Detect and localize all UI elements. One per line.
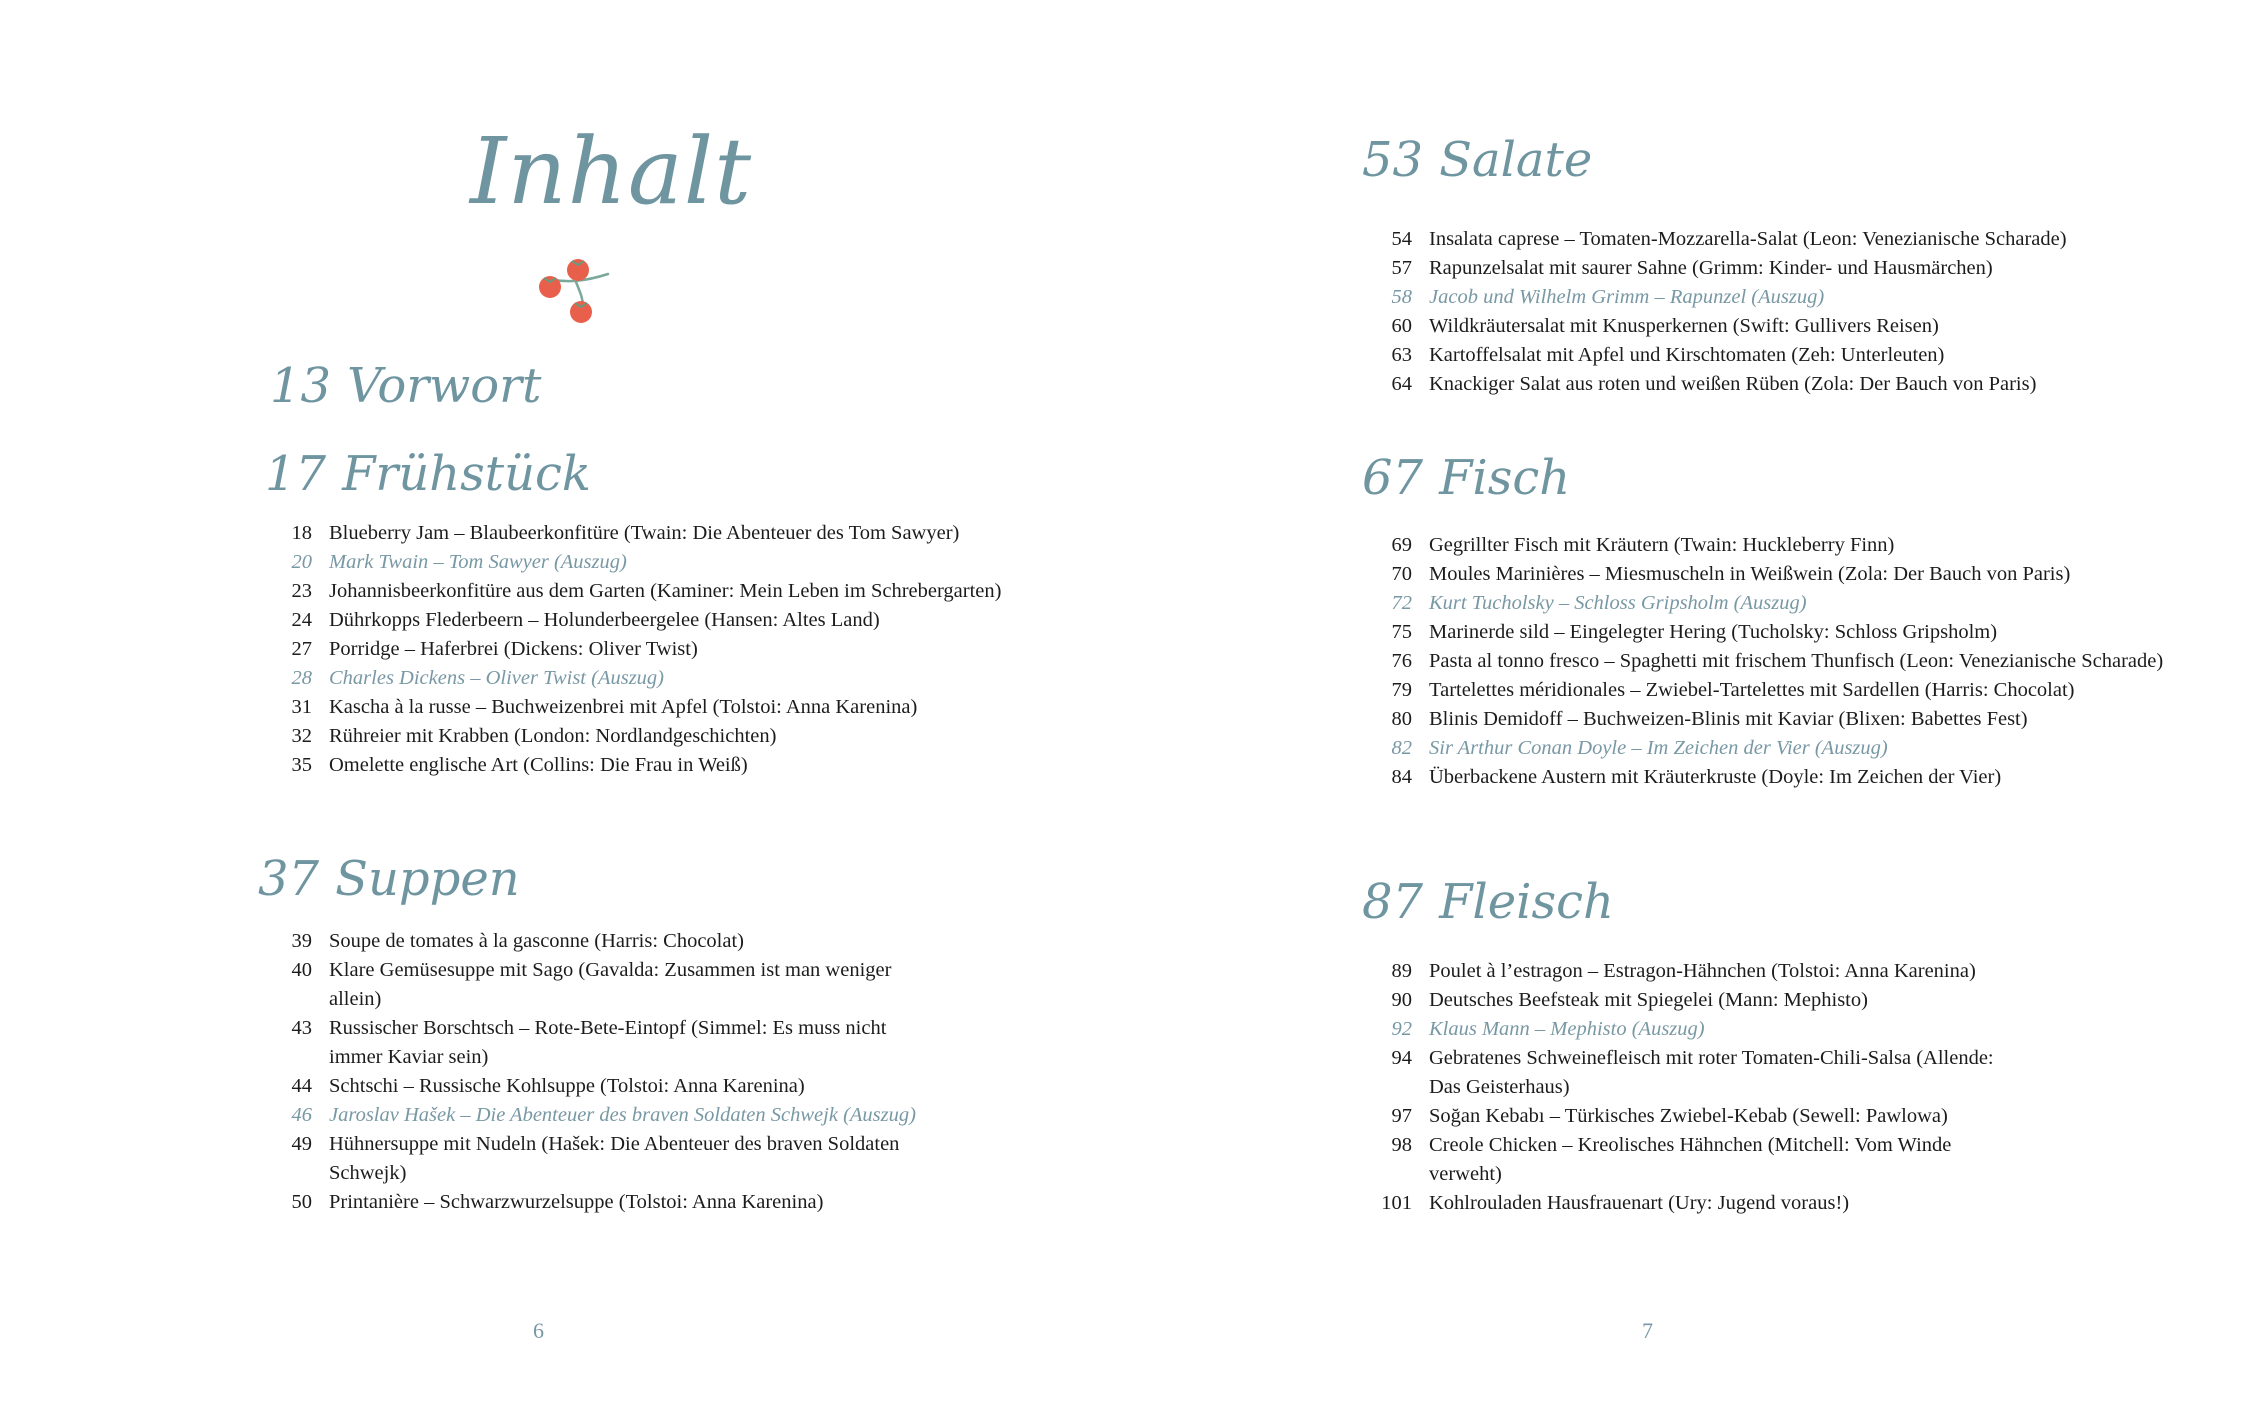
toc-recipe-entry: [1370, 225, 2210, 254]
page-title: Inhalt: [470, 118, 753, 225]
toc-page-number: 32: [291, 725, 312, 747]
toc-page-number: 20: [291, 551, 312, 573]
toc-entry-text: Porridge – Haferbrei (Dickens: Oliver Twist): [329, 638, 698, 660]
section-title: Suppen: [335, 851, 520, 907]
toc-recipe-entry: [1370, 1189, 2010, 1218]
toc-excerpt-entry: [1370, 283, 2210, 312]
toc-page-number: 27: [291, 638, 312, 660]
toc-recipe-entry: [270, 606, 1030, 635]
toc-entry-text: Tartelettes méridionales – Zwiebel-Tartelettes mit Sardellen (Harris: Chocolat): [1429, 679, 2075, 701]
toc-page-number: 35: [291, 754, 312, 776]
toc-excerpt-entry: [1370, 589, 2210, 618]
toc-entry-text: Klare Gemüsesuppe mit Sago (Gavalda: Zusammen ist man weniger allein): [329, 959, 892, 1010]
toc-recipe-entry: [1370, 1131, 2010, 1189]
toc-page-number: 50: [291, 1191, 312, 1213]
toc-page-number: 46: [291, 1104, 312, 1126]
toc-page-number: 64: [1391, 373, 1412, 395]
toc-entry-text: Charles Dickens – Oliver Twist (Auszug): [329, 667, 664, 689]
toc-page-number: 98: [1391, 1134, 1412, 1156]
section-number: 67: [1362, 450, 1424, 506]
toc-page-number: 39: [291, 930, 312, 952]
toc-entry-text: Überbackene Austern mit Kräuterkruste (Doyle: Im Zeichen der Vier): [1429, 766, 2002, 788]
toc-page-number: 43: [291, 1017, 312, 1039]
toc-recipe-entry: [1370, 1044, 2010, 1102]
toc-page-number: 76: [1391, 650, 1412, 672]
toc-recipe-entry: [1370, 705, 2210, 734]
toc-page-number: 18: [291, 522, 312, 544]
section-title: Fleisch: [1439, 874, 1614, 930]
section-heading-fisch: [1362, 450, 1570, 506]
section-number: 53: [1362, 132, 1424, 188]
toc-page-number: 69: [1391, 534, 1412, 556]
toc-recipe-entry: [1370, 618, 2210, 647]
toc-entry-text: Deutsches Beefsteak mit Spiegelei (Mann: Mephisto): [1429, 989, 1868, 1011]
toc-recipe-entry: [1370, 676, 2210, 705]
toc-page-number: 31: [291, 696, 312, 718]
section-heading-fleisch: [1362, 874, 1614, 930]
toc-recipe-entry: [270, 519, 1030, 548]
toc-page-number: 72: [1391, 592, 1412, 614]
toc-recipe-entry: [270, 635, 1030, 664]
section-number: 13: [270, 358, 332, 414]
toc-entry-text: Gebratenes Schweinefleisch mit roter Tomaten-Chili-Salsa (Allende: Das Geisterhaus): [1429, 1047, 1994, 1098]
section-heading-suppen: [258, 851, 520, 907]
toc-entry-text: Blinis Demidoff – Buchweizen-Blinis mit Kaviar (Blixen: Babettes Fest): [1429, 708, 2028, 730]
toc-entry-text: Russischer Borschtsch – Rote-Bete-Eintopf (Simmel: Es muss nicht immer Kaviar sein): [329, 1017, 887, 1068]
toc-list-suppen: [270, 927, 920, 1217]
section-heading-vorwort: [270, 358, 541, 414]
toc-recipe-entry: [1370, 986, 2010, 1015]
toc-entry-text: Marinerde sild – Eingelegter Hering (Tucholsky: Schloss Gripsholm): [1429, 621, 1998, 643]
toc-entry-text: Klaus Mann – Mephisto (Auszug): [1429, 1018, 1705, 1040]
toc-entry-text: Sir Arthur Conan Doyle – Im Zeichen der Vier (Auszug): [1429, 737, 1888, 759]
toc-entry-text: Soğan Kebabı – Türkisches Zwiebel-Kebab (Sewell: Pawlowa): [1429, 1105, 1948, 1127]
toc-page-number: 84: [1391, 766, 1412, 788]
toc-page-number: 80: [1391, 708, 1412, 730]
toc-entry-text: Insalata caprese – Tomaten-Mozzarella-Salat (Leon: Venezianische Scharade): [1429, 228, 2067, 250]
toc-page-number: 89: [1391, 960, 1412, 982]
toc-page-number: 97: [1391, 1105, 1412, 1127]
toc-entry-text: Kascha à la russe – Buchweizenbrei mit Apfel (Tolstoi: Anna Karenina): [329, 696, 918, 718]
toc-page-number: 44: [291, 1075, 312, 1097]
toc-entry-text: Wildkräutersalat mit Knusperkernen (Swift: Gullivers Reisen): [1429, 315, 1939, 337]
toc-recipe-entry: [1370, 957, 2010, 986]
toc-page-number: 24: [291, 609, 312, 631]
toc-page-number: 60: [1391, 315, 1412, 337]
toc-entry-text: Schtschi – Russische Kohlsuppe (Tolstoi: Anna Karenina): [329, 1075, 805, 1097]
toc-page-number: 28: [291, 667, 312, 689]
right-page: [1122, 0, 2245, 1418]
toc-recipe-entry: [270, 1014, 920, 1072]
toc-page-number: 90: [1391, 989, 1412, 1011]
section-heading-salate: [1362, 132, 1592, 188]
toc-page-number: 63: [1391, 344, 1412, 366]
toc-recipe-entry: [1370, 254, 2210, 283]
toc-entry-text: Rühreier mit Krabben (London: Nordlandgeschichten): [329, 725, 777, 747]
section-number: 17: [265, 446, 327, 502]
toc-page-number: 49: [291, 1133, 312, 1155]
toc-entry-text: Jaroslav Hašek – Die Abenteuer des braven Soldaten Schwejk (Auszug): [329, 1104, 916, 1126]
toc-recipe-entry: [270, 577, 1030, 606]
toc-recipe-entry: [1370, 312, 2210, 341]
toc-excerpt-entry: [270, 664, 1030, 693]
toc-recipe-entry: [1370, 531, 2210, 560]
toc-excerpt-entry: [270, 1101, 920, 1130]
toc-entry-text: Gegrillter Fisch mit Kräutern (Twain: Huckleberry Finn): [1429, 534, 1895, 556]
toc-entry-text: Soupe de tomates à la gasconne (Harris: Chocolat): [329, 930, 744, 952]
toc-recipe-entry: [270, 1130, 920, 1188]
section-number: 87: [1362, 874, 1424, 930]
toc-recipe-entry: [270, 956, 920, 1014]
toc-recipe-entry: [1370, 647, 2210, 676]
toc-excerpt-entry: [1370, 734, 2210, 763]
toc-page-number: 70: [1391, 563, 1412, 585]
toc-list-fleisch: [1370, 957, 2010, 1218]
toc-page-number: 101: [1381, 1192, 1412, 1214]
toc-entry-text: Jacob und Wilhelm Grimm – Rapunzel (Auszug): [1429, 286, 1825, 308]
section-title: Frühstück: [342, 446, 591, 502]
toc-entry-text: Kurt Tucholsky – Schloss Gripsholm (Auszug): [1429, 592, 1807, 614]
toc-entry-text: Blueberry Jam – Blaubeerkonfitüre (Twain: Die Abenteuer des Tom Sawyer): [329, 522, 960, 544]
toc-entry-text: Johannisbeerkonfitüre aus dem Garten (Kaminer: Mein Leben im Schrebergarten): [329, 580, 1002, 602]
page-number-right: 7: [1642, 1318, 1653, 1343]
toc-entry-text: Kartoffelsalat mit Apfel und Kirschtomaten (Zeh: Unterleuten): [1429, 344, 1945, 366]
toc-recipe-entry: [1370, 370, 2210, 399]
toc-page-number: 94: [1391, 1047, 1412, 1069]
toc-page-number: 23: [291, 580, 312, 602]
toc-page-number: 58: [1391, 286, 1412, 308]
toc-list-fruehstueck: [270, 519, 1030, 780]
section-title: Fisch: [1439, 450, 1571, 506]
toc-recipe-entry: [270, 751, 1030, 780]
toc-entry-text: Hühnersuppe mit Nudeln (Hašek: Die Abenteuer des braven Soldaten Schwejk): [329, 1133, 900, 1184]
section-number: 37: [258, 851, 320, 907]
page-number-left: 6: [533, 1318, 544, 1343]
toc-recipe-entry: [270, 1188, 920, 1217]
toc-entry-text: Rapunzelsalat mit saurer Sahne (Grimm: Kinder- und Hausmärchen): [1429, 257, 1993, 279]
toc-recipe-entry: [1370, 560, 2210, 589]
left-page: [0, 0, 1122, 1418]
toc-recipe-entry: [1370, 763, 2210, 792]
toc-page-number: 54: [1391, 228, 1412, 250]
toc-recipe-entry: [1370, 1102, 2010, 1131]
toc-recipe-entry: [1370, 341, 2210, 370]
section-title: Salate: [1439, 132, 1593, 188]
toc-recipe-entry: [270, 927, 920, 956]
section-title: Vorwort: [347, 358, 542, 414]
section-heading-fruehstueck: [265, 446, 591, 502]
toc-entry-text: Kohlrouladen Hausfrauenart (Ury: Jugend voraus!): [1429, 1192, 1850, 1214]
toc-recipe-entry: [270, 1072, 920, 1101]
toc-entry-text: Omelette englische Art (Collins: Die Frau in Weiß): [329, 754, 748, 776]
toc-recipe-entry: [270, 722, 1030, 751]
toc-list-salate: [1370, 225, 2210, 399]
toc-page-number: 92: [1391, 1018, 1412, 1040]
toc-entry-text: Pasta al tonno fresco – Spaghetti mit frischem Thunfisch (Leon: Venezianische Scharade): [1429, 650, 2164, 672]
toc-page-number: 82: [1391, 737, 1412, 759]
toc-list-fisch: [1370, 531, 2210, 792]
toc-entry-text: Moules Marinières – Miesmuscheln in Weißwein (Zola: Der Bauch von Paris): [1429, 563, 2071, 585]
toc-page-number: 75: [1391, 621, 1412, 643]
toc-excerpt-entry: [1370, 1015, 2010, 1044]
toc-page-number: 79: [1391, 679, 1412, 701]
toc-entry-text: Dührkopps Flederbeern – Holunderbeergelee (Hansen: Altes Land): [329, 609, 880, 631]
toc-excerpt-entry: [270, 548, 1030, 577]
toc-entry-text: Poulet à l’estragon – Estragon-Hähnchen (Tolstoi: Anna Karenina): [1429, 960, 1976, 982]
toc-page-number: 40: [291, 959, 312, 981]
toc-entry-text: Creole Chicken – Kreolisches Hähnchen (Mitchell: Vom Winde verweht): [1429, 1134, 1952, 1185]
toc-recipe-entry: [270, 693, 1030, 722]
tomato-illustration-icon: [528, 252, 618, 332]
toc-page-number: 57: [1391, 257, 1412, 279]
toc-entry-text: Knackiger Salat aus roten und weißen Rüben (Zola: Der Bauch von Paris): [1429, 373, 2037, 395]
toc-entry-text: Mark Twain – Tom Sawyer (Auszug): [329, 551, 627, 573]
toc-entry-text: Printanière – Schwarzwurzelsuppe (Tolstoi: Anna Karenina): [329, 1191, 824, 1213]
